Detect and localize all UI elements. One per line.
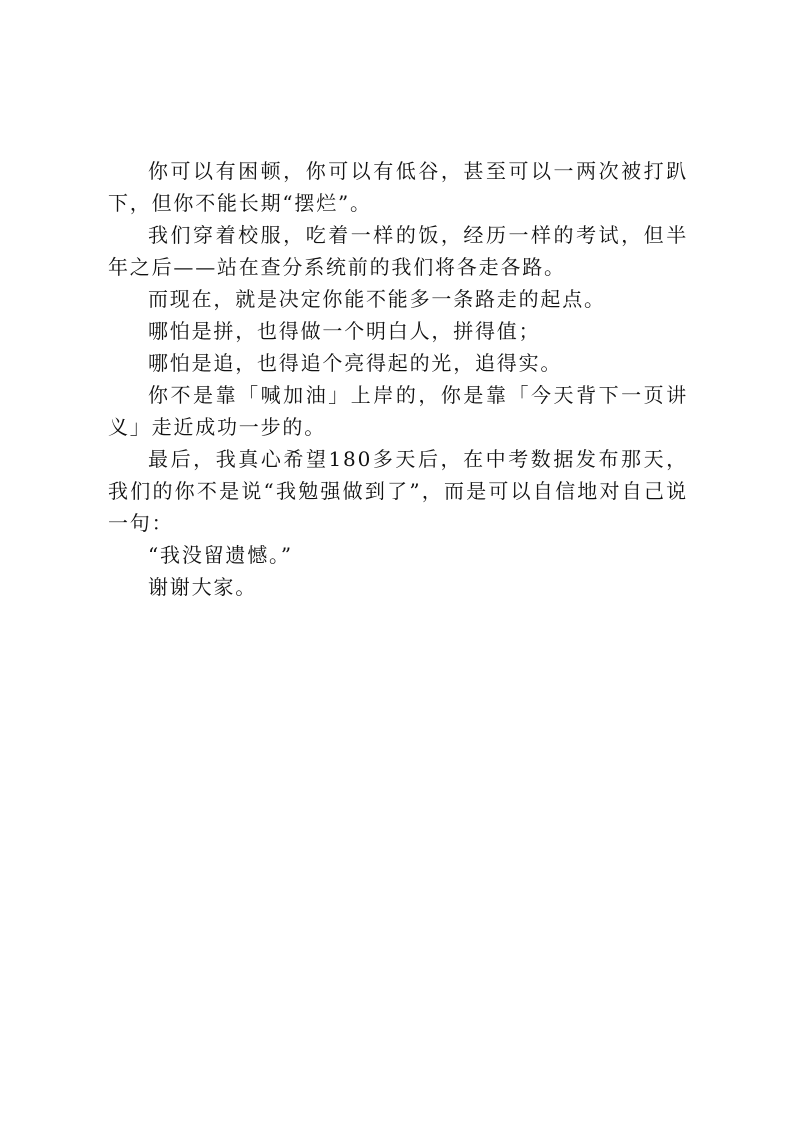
- paragraph-5: 哪怕是追，也得追个亮得起的光，追得实。: [148, 351, 563, 375]
- paragraph-1: 你可以有困顿，你可以有低谷，甚至可以一两次被打趴下，但你不能长期“摆烂”。: [108, 159, 688, 215]
- paragraph-8: “我没留遗憾。”: [148, 543, 293, 567]
- paragraph-4: 哪怕是拼，也得做一个明白人，拼得值；: [148, 319, 541, 343]
- paragraph-3: 而现在，就是决定你能不能多一条路走的起点。: [148, 287, 606, 311]
- paragraph-9: 谢谢大家。: [148, 575, 257, 599]
- document-body: [108, 155, 688, 603]
- paragraph-7: 最后，我真心希望180多天后，在中考数据发布那天，我们的你不是说“我勉强做到了”，而是可以自信地对自己说一句：: [108, 447, 688, 535]
- paragraph-6: 你不是靠「喊加油」上岸的，你是靠「今天背下一页讲义」走近成功一步的。: [108, 383, 688, 439]
- paragraph-2: 我们穿着校服，吃着一样的饭，经历一样的考试，但半年之后——站在查分系统前的我们将各走各路。: [108, 223, 688, 279]
